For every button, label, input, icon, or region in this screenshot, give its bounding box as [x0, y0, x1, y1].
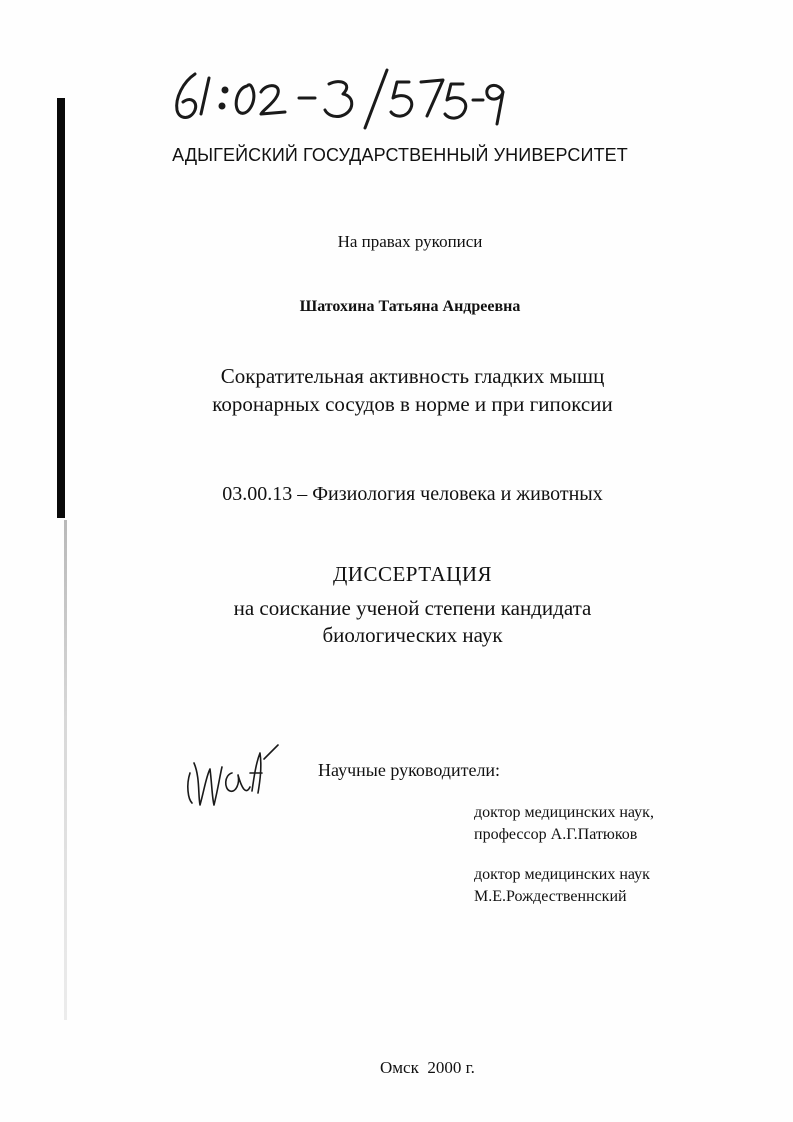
supervisor-degree: доктор медицинских наук — [474, 866, 650, 883]
supervisor-name: профессор А.Г.Патюков — [474, 826, 638, 843]
title-line: коронарных сосудов в норме и при гипоксии — [212, 392, 613, 416]
title-line: Сократительная активность гладких мышц — [220, 364, 605, 388]
dissertation-label: ДИССЕРТАЦИЯ — [332, 562, 493, 586]
degree-description — [0, 595, 793, 649]
author-name: Шатохина Татьяна Андреевна — [299, 298, 521, 315]
specialty-code: 03.00.13 – Физиология человека и животных — [222, 483, 603, 505]
supervisor-block — [474, 864, 650, 908]
manuscript-note: На правах рукописи — [337, 232, 483, 251]
supervisor-name: М.Е.Рождественнский — [474, 888, 627, 905]
supervisor-block — [474, 802, 654, 846]
supervisor-degree: доктор медицинских наук, — [474, 804, 654, 821]
degree-line: биологических наук — [322, 623, 503, 647]
handwritten-catalog-number — [165, 62, 510, 132]
degree-line: на соискание ученой степени кандидата — [233, 596, 592, 620]
handwritten-signature — [180, 733, 280, 813]
dissertation-title — [0, 362, 793, 418]
supervisors-label: Научные руководители: — [318, 760, 501, 780]
place-and-year: Омск 2000 г. — [380, 1058, 475, 1077]
university-name: АДЫГЕЙСКИЙ ГОСУДАРСТВЕННЫЙ УНИВЕРСИТЕТ — [172, 145, 628, 165]
